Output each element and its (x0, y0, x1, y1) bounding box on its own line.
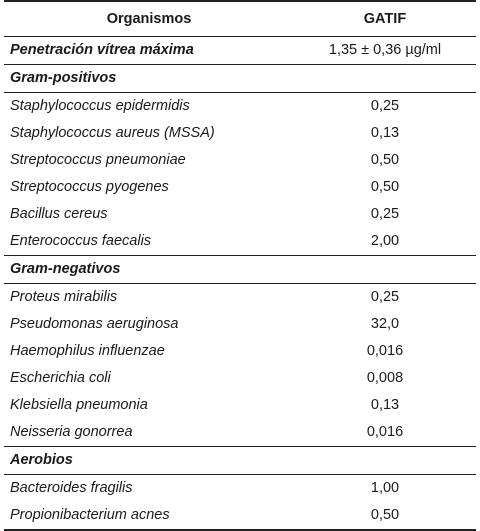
vitreous-penetration-row (4, 37, 476, 65)
organism-name: Staphylococcus aureus (MSSA) (10, 125, 215, 141)
mic-value: 0,25 (370, 289, 400, 305)
table-row (4, 392, 476, 419)
table-row (4, 365, 476, 392)
section-row-aerobes (4, 447, 476, 475)
table-row (4, 147, 476, 174)
mic-table (4, 0, 476, 531)
mic-value: 0,50 (370, 179, 400, 195)
section-title: Gram-positivos (4, 65, 476, 93)
organism-name: Pseudomonas aeruginosa (10, 316, 179, 332)
organism-name: Haemophilus influenzae (10, 343, 165, 359)
mic-value: 0,50 (294, 502, 476, 530)
organism-name: Enterococcus faecalis (10, 233, 152, 249)
table-row (4, 338, 476, 365)
organism-name: Streptococcus pyogenes (10, 179, 169, 195)
mic-value: 0,25 (370, 98, 400, 114)
table-row (4, 502, 476, 530)
table-row (4, 228, 476, 256)
mic-value: 32,0 (370, 316, 400, 332)
section-row-gram-negative (4, 256, 476, 284)
header-organisms: Organismos (4, 1, 294, 37)
section-title: Gram-negativos (4, 256, 476, 284)
organism-name: Streptococcus pneumoniae (10, 152, 186, 168)
table-row (4, 93, 476, 121)
vitreous-penetration-label: Penetración vítrea máxima (10, 42, 194, 58)
organism-name: Escherichia coli (10, 370, 111, 386)
table-row (4, 284, 476, 312)
mic-value: 2,00 (370, 233, 400, 249)
mic-value: 1,00 (370, 480, 400, 496)
mic-value: 0,50 (370, 152, 400, 168)
section-row-gram-positive (4, 65, 476, 93)
table-row (4, 475, 476, 503)
mic-value: 0,008 (366, 370, 404, 386)
organism-name: Bacteroides fragilis (10, 480, 133, 496)
table-row (4, 201, 476, 228)
mic-value: 0,25 (370, 206, 400, 222)
mic-value: 0,016 (366, 424, 404, 440)
organism-name: Propionibacterium acnes (4, 502, 294, 530)
organism-name: Staphylococcus epidermidis (10, 98, 190, 114)
vitreous-penetration-value: 1,35 ± 0,36 µg/ml (328, 42, 442, 58)
organism-name: Bacillus cereus (10, 206, 108, 222)
table-row (4, 311, 476, 338)
table-row (4, 174, 476, 201)
section-title: Aerobios (4, 447, 476, 475)
organism-name: Proteus mirabilis (10, 289, 118, 305)
table-row (4, 120, 476, 147)
organism-name: Klebsiella pneumonia (10, 397, 148, 413)
mic-value: 0,016 (366, 343, 404, 359)
header-gatif: GATIF (294, 1, 476, 37)
mic-value: 0,13 (370, 397, 400, 413)
mic-value: 0,13 (370, 125, 400, 141)
organism-name: Neisseria gonorrea (10, 424, 133, 440)
table-row (4, 419, 476, 447)
header-row (4, 1, 476, 37)
